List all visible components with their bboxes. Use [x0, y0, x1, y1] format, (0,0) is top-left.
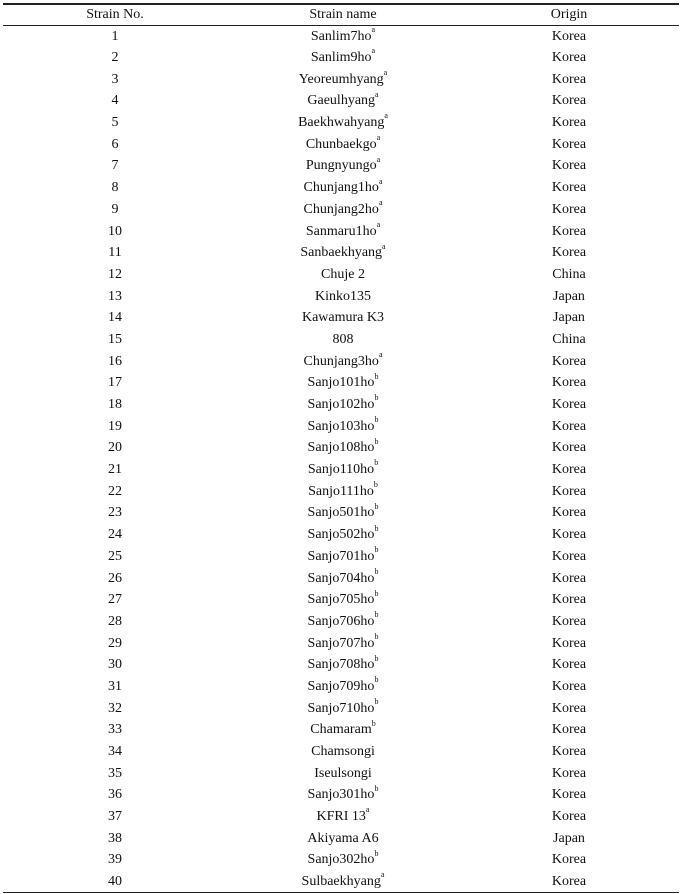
strain-no-cell: 10	[108, 223, 122, 239]
table-row	[3, 632, 679, 654]
origin-cell: Korea	[551, 852, 587, 868]
footnote-marker: a	[376, 154, 381, 164]
strain-name-cell	[227, 372, 459, 394]
origin-cell: Korea	[551, 180, 587, 196]
footnote-marker: a	[371, 24, 376, 34]
strain-name-cell	[227, 589, 459, 611]
strain-no-cell: 7	[111, 158, 119, 174]
strain-name-cell	[227, 133, 459, 155]
strain-name-cell	[227, 68, 459, 90]
origin-cell: Japan	[553, 310, 585, 326]
footnote-marker: a	[382, 241, 386, 251]
strain-name-cell	[227, 697, 459, 719]
table-row	[3, 480, 679, 502]
strain-name: Sanjo101ho	[307, 375, 375, 391]
table-row	[3, 567, 679, 589]
strain-name-cell	[227, 459, 459, 481]
strain-name: Chunbaekgo	[305, 136, 377, 152]
origin-cell: Korea	[551, 527, 587, 543]
origin-cell: Korea	[551, 353, 587, 369]
table-row	[3, 871, 679, 893]
origin-cell: Korea	[551, 71, 587, 87]
strain-no-cell: 13	[108, 288, 122, 304]
table-row	[3, 155, 679, 177]
strain-no-cell: 12	[108, 266, 122, 282]
strain-no-cell: 2	[111, 50, 119, 66]
strain-name-cell	[227, 329, 459, 351]
table-row	[3, 242, 679, 264]
strain-name-cell	[227, 47, 459, 69]
strain-no-cell: 31	[108, 678, 122, 694]
strain-no-cell: 39	[108, 852, 122, 868]
strain-no-cell: 26	[108, 570, 122, 586]
footnote-marker: b	[374, 545, 379, 555]
strain-name-cell	[227, 415, 459, 437]
strain-no-cell: 34	[108, 744, 122, 760]
footnote-marker: b	[374, 675, 379, 685]
origin-cell: Korea	[551, 158, 587, 174]
strain-name-cell	[227, 437, 459, 459]
strain-no-cell: 14	[108, 310, 122, 326]
strain-name: Sanjo707ho	[307, 635, 375, 651]
table-row	[3, 47, 679, 69]
strain-name: Yeoreumhyang	[298, 71, 384, 87]
origin-cell: Korea	[551, 635, 587, 651]
table-header	[3, 4, 679, 25]
strain-no-cell: 1	[111, 28, 119, 44]
footnote-marker: b	[374, 393, 379, 403]
footnote-marker: b	[374, 371, 379, 381]
strain-name: Sanmaru1ho	[305, 223, 377, 239]
table-row	[3, 307, 679, 329]
origin-cell: Korea	[551, 245, 587, 261]
strain-name: Sanjo110ho	[307, 462, 375, 478]
strain-no-cell: 35	[108, 765, 122, 781]
strain-no-cell: 22	[108, 483, 122, 499]
strain-name: Sanjo103ho	[307, 418, 375, 434]
footnote-marker: a	[376, 133, 381, 143]
strain-name: Sanjo705ho	[307, 592, 375, 608]
strain-name-cell	[227, 632, 459, 654]
strain-no-cell: 15	[108, 331, 122, 347]
strain-name-cell	[227, 871, 459, 893]
strain-no-cell: 4	[111, 93, 119, 109]
strain-no-cell: 32	[108, 700, 122, 716]
strain-name: Chunjang2ho	[303, 201, 379, 217]
strain-name: Gaeulhyang	[307, 93, 376, 109]
origin-cell: Korea	[551, 28, 587, 44]
strain-name: Sanjo709ho	[307, 678, 375, 694]
footnote-marker: b	[374, 653, 379, 663]
origin-cell: Korea	[551, 397, 587, 413]
strain-name: Sanjo701ho	[307, 548, 375, 564]
strain-name-cell	[227, 155, 459, 177]
footnote-marker: a	[378, 176, 383, 186]
footnote-marker: a	[375, 89, 379, 99]
origin-cell: Korea	[551, 115, 587, 131]
strain-name-cell	[227, 264, 459, 286]
strain-no-cell: 25	[108, 548, 122, 564]
origin-cell: Korea	[551, 505, 587, 521]
strain-name-cell	[227, 546, 459, 568]
footnote-marker: b	[374, 501, 379, 511]
table-row	[3, 806, 679, 828]
strain-no-cell: 40	[3, 871, 227, 893]
strain-name-cell	[227, 220, 459, 242]
strain-name-cell	[227, 394, 459, 416]
table-row	[3, 177, 679, 199]
origin-cell: Korea	[551, 678, 587, 694]
table-row	[3, 741, 679, 763]
strain-name: Sanjo502ho	[307, 527, 375, 543]
header-origin: Origin	[459, 4, 679, 25]
strain-name-cell	[227, 112, 459, 134]
footnote-marker: b	[374, 848, 379, 858]
strain-name: Baekhwahyang	[298, 115, 385, 131]
table-row	[3, 112, 679, 134]
strain-name-cell	[227, 849, 459, 871]
origin-cell: Japan	[553, 288, 585, 304]
origin-cell: Korea	[551, 657, 587, 673]
strain-no-cell: 29	[108, 635, 122, 651]
footnote-marker: a	[365, 805, 370, 815]
table-row	[3, 25, 679, 47]
strain-no-cell: 20	[108, 440, 122, 456]
footnote-marker: a	[384, 111, 388, 121]
footnote-marker: b	[374, 415, 379, 425]
table-row	[3, 459, 679, 481]
header-row	[3, 4, 679, 25]
strain-name: Sanlim7ho	[310, 28, 372, 44]
header-strain-no: Strain No.	[3, 4, 227, 25]
table-row	[3, 589, 679, 611]
footnote-marker: b	[374, 436, 379, 446]
strain-no-cell: 18	[108, 397, 122, 413]
footnote-marker: a	[378, 198, 383, 208]
strain-name: Sanjo302ho	[307, 852, 375, 868]
strain-no-cell: 37	[108, 809, 122, 825]
origin-cell: Korea	[551, 613, 587, 629]
strain-name-cell	[227, 654, 459, 676]
origin-cell: China	[552, 331, 586, 347]
origin-cell: Korea	[551, 570, 587, 586]
table-row	[3, 676, 679, 698]
table-row	[3, 90, 679, 112]
strain-no-cell: 9	[111, 201, 119, 217]
table-row	[3, 394, 679, 416]
strain-name-cell	[227, 25, 459, 47]
strain-name: Sanjo706ho	[307, 613, 375, 629]
strain-name-cell	[227, 806, 459, 828]
footnote-marker: b	[374, 783, 379, 793]
table-row	[3, 502, 679, 524]
strain-name: Kinko135	[315, 288, 371, 304]
origin-cell: Korea	[551, 765, 587, 781]
strain-no-cell: 33	[108, 722, 122, 738]
strain-name-cell	[227, 611, 459, 633]
strain-name-cell	[227, 524, 459, 546]
origin-cell: Korea	[551, 700, 587, 716]
strain-name-cell	[227, 350, 459, 372]
strain-no-cell: 8	[111, 180, 119, 196]
strain-name: Chunjang3ho	[303, 353, 379, 369]
table-row	[3, 784, 679, 806]
strain-no-cell: 23	[108, 505, 122, 521]
strain-name: Chamsongi	[311, 744, 375, 760]
table-row	[3, 350, 679, 372]
footnote-marker: b	[374, 588, 379, 598]
table-row	[3, 849, 679, 871]
table-row	[3, 827, 679, 849]
table-row	[3, 719, 679, 741]
strain-no-cell: 11	[108, 245, 122, 261]
origin-cell: Korea	[551, 440, 587, 456]
strain-name: Chunjang1ho	[303, 180, 379, 196]
strain-name-cell	[227, 827, 459, 849]
strain-name-cell	[227, 285, 459, 307]
strain-name-cell	[227, 567, 459, 589]
origin-cell: Korea	[551, 93, 587, 109]
strain-name-cell	[227, 177, 459, 199]
footnote-marker: a	[376, 219, 381, 229]
strain-no-cell: 5	[111, 115, 119, 131]
strain-no-cell: 36	[108, 787, 122, 803]
strain-no-cell: 21	[108, 462, 122, 478]
strain-no-cell: 19	[108, 418, 122, 434]
strain-no-cell: 28	[108, 613, 122, 629]
table-row	[3, 133, 679, 155]
table-row	[3, 68, 679, 90]
strain-name: Chamaram	[310, 722, 372, 738]
origin-cell: Korea	[551, 375, 587, 391]
origin-cell: Korea	[551, 722, 587, 738]
strain-no-cell: 3	[111, 71, 119, 87]
strain-no-cell: 24	[108, 527, 122, 543]
footnote-marker: a	[371, 46, 376, 56]
strain-name: Sanlim9ho	[310, 50, 372, 66]
strain-name-cell	[227, 502, 459, 524]
strain-name: Sanjo301ho	[307, 787, 375, 803]
origin-cell: Korea	[551, 50, 587, 66]
footnote-marker: b	[373, 480, 378, 490]
origin-cell: Korea	[551, 483, 587, 499]
origin-cell: Korea	[551, 201, 587, 217]
strain-name-cell	[227, 307, 459, 329]
strain-name: 808	[332, 331, 354, 347]
origin-cell: Korea	[551, 809, 587, 825]
strain-no-cell: 27	[108, 592, 122, 608]
footnote-marker: b	[374, 610, 379, 620]
strain-name: Sanjo710ho	[307, 700, 375, 716]
strain-no-cell: 38	[108, 830, 122, 846]
footnote-marker: b	[371, 718, 376, 728]
table-row	[3, 762, 679, 784]
origin-cell: China	[552, 266, 586, 282]
footnote-marker: b	[374, 566, 379, 576]
origin-cell: Korea	[459, 871, 679, 893]
strain-name: Sanjo111ho	[308, 483, 374, 499]
table-row	[3, 285, 679, 307]
strain-name: Sulbaekhyang	[301, 873, 381, 889]
footnote-marker: b	[374, 697, 379, 706]
footnote-marker: a	[383, 68, 388, 78]
strain-name-cell	[227, 719, 459, 741]
table-row	[3, 264, 679, 286]
strain-name-cell	[227, 199, 459, 221]
table-row	[3, 611, 679, 633]
strain-name-cell	[227, 676, 459, 698]
strain-table	[3, 3, 679, 893]
table-body	[3, 25, 679, 893]
origin-cell: Korea	[551, 548, 587, 564]
strain-no-cell: 6	[111, 136, 119, 152]
footnote-marker: a	[378, 350, 383, 359]
footnote-marker: a	[380, 870, 385, 880]
origin-cell: Korea	[551, 592, 587, 608]
header-strain-name: Strain name	[227, 4, 459, 25]
strain-name: KFRI 13	[316, 809, 366, 825]
table-row	[3, 524, 679, 546]
strain-name-cell	[227, 762, 459, 784]
origin-cell: Korea	[551, 787, 587, 803]
strain-name: Kawamura K3	[301, 310, 385, 326]
table-row	[3, 220, 679, 242]
footnote-marker: b	[374, 523, 379, 533]
strain-name-cell	[227, 242, 459, 264]
origin-cell: Japan	[553, 830, 585, 846]
strain-name: Akiyama A6	[307, 830, 379, 846]
strain-no-cell: 30	[108, 657, 122, 673]
footnote-marker: b	[374, 631, 379, 641]
table-row	[3, 372, 679, 394]
table-row	[3, 654, 679, 676]
origin-cell: Korea	[551, 223, 587, 239]
origin-cell: Korea	[551, 744, 587, 760]
table-row	[3, 697, 679, 719]
strain-name-cell	[227, 90, 459, 112]
strain-name: Pungnyungo	[305, 158, 377, 174]
table-row	[3, 199, 679, 221]
strain-name: Chuje 2	[321, 266, 365, 282]
origin-cell: Korea	[551, 418, 587, 434]
table-row	[3, 437, 679, 459]
strain-name: Sanbaekhyang	[300, 245, 383, 261]
strain-name-cell	[227, 480, 459, 502]
table-row	[3, 329, 679, 351]
strain-name-cell	[227, 741, 459, 763]
strain-name: Iseulsongi	[314, 765, 372, 781]
strain-no-cell: 17	[108, 375, 122, 391]
strain-name: Sanjo102ho	[307, 397, 375, 413]
strain-name: Sanjo501ho	[307, 505, 375, 521]
strain-name: Sanjo708ho	[307, 657, 375, 673]
strain-no-cell: 16	[108, 353, 122, 369]
origin-cell: Korea	[551, 462, 587, 478]
origin-cell: Korea	[551, 136, 587, 152]
strain-name: Sanjo704ho	[307, 570, 375, 586]
footnote-marker: b	[374, 458, 379, 468]
table-row	[3, 546, 679, 568]
strain-name: Sanjo108ho	[307, 440, 375, 456]
strain-name-cell	[227, 784, 459, 806]
table-row	[3, 415, 679, 437]
